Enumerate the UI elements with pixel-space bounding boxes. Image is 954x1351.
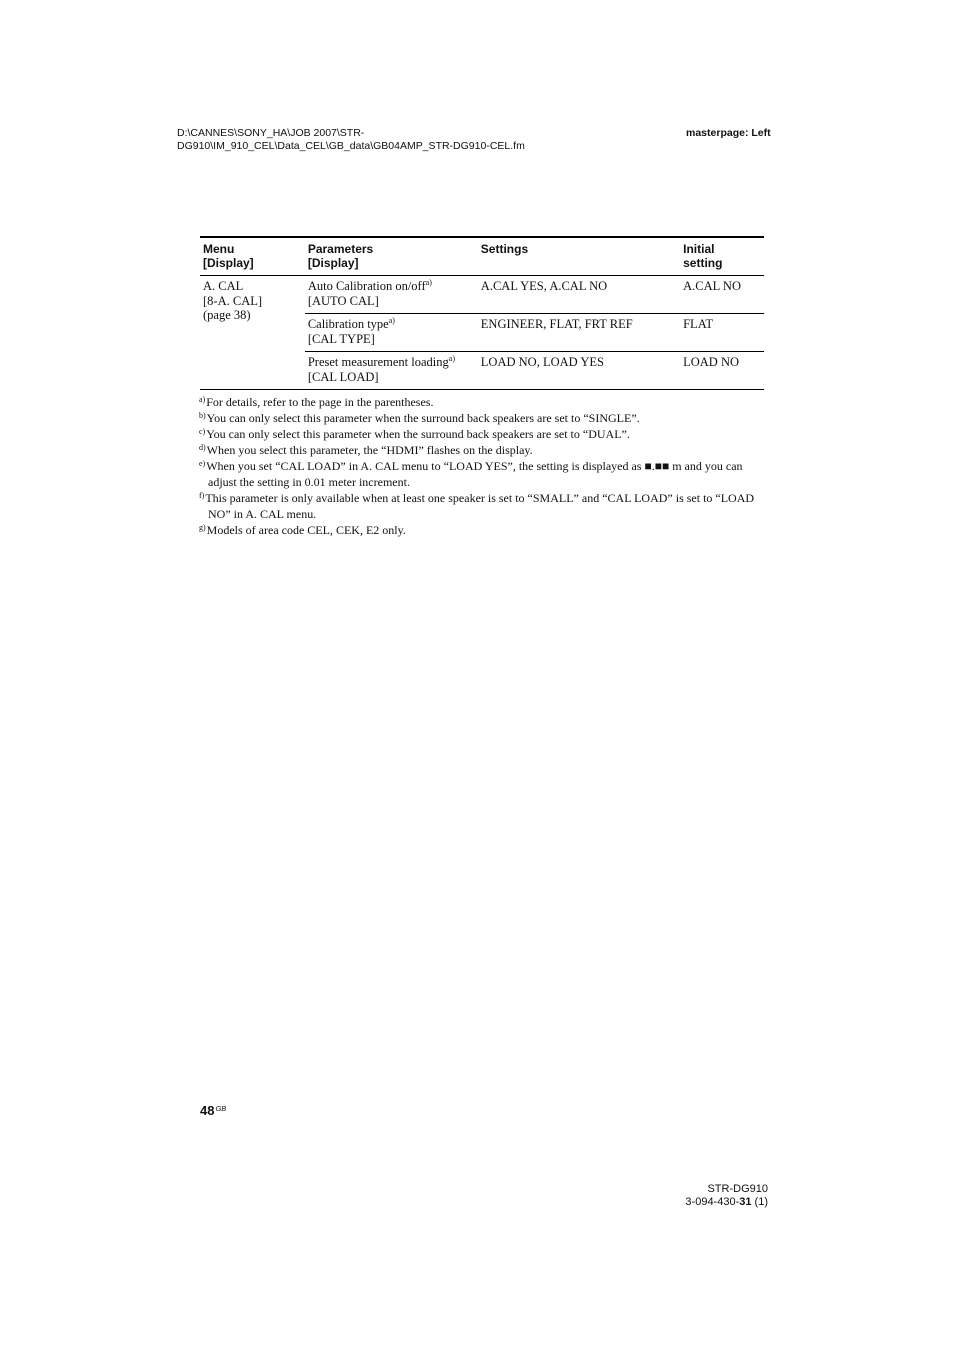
page-number-suffix: GB — [215, 1104, 227, 1113]
initial-setting-cell: A.CAL NO — [683, 279, 741, 293]
part-code-revision: 31 — [739, 1195, 752, 1208]
table-header-row — [200, 237, 764, 276]
parameter-label: Preset measurement loading — [307, 355, 449, 369]
menu-page-ref: (page 38) — [203, 308, 251, 322]
parameter-name — [308, 317, 475, 332]
settings-cell: A.CAL YES, A.CAL NO — [480, 279, 608, 293]
footnote — [199, 458, 765, 490]
header-parameters — [305, 237, 478, 276]
page-number-value: 48 — [200, 1103, 215, 1118]
parameter-cell — [305, 352, 478, 390]
footnote-text: You can only select this parameter when the surround back speakers are set to “SINGLE”. — [206, 411, 640, 425]
header-settings — [478, 237, 680, 276]
parameter-label: Auto Calibration on/off — [307, 279, 426, 293]
part-code — [684, 1196, 768, 1209]
menu-name: A. CAL — [203, 279, 244, 293]
footnote-mark: g) — [199, 523, 206, 532]
model-footer — [684, 1183, 768, 1208]
parameter-cell — [305, 314, 478, 352]
header-menu-line-2: [Display] — [203, 256, 254, 270]
footnote-text: You can only select this parameter when the surround back speakers are set to “DUAL”. — [206, 427, 630, 441]
model-name: STR-DG910 — [707, 1183, 768, 1195]
parameter-display: [CAL LOAD] — [307, 369, 379, 384]
header-menu — [200, 237, 305, 276]
footnote — [199, 394, 765, 410]
menu-display: [8-A. CAL] — [203, 293, 263, 308]
footnote-mark: d) — [199, 443, 206, 452]
initial-setting-cell: FLAT — [683, 317, 713, 331]
header-settings-line-1: Settings — [480, 242, 529, 256]
header-initial-line-2: setting — [683, 256, 723, 270]
file-path-line-1: D:\CANNES\SONY_HA\JOB 2007\STR- — [177, 127, 365, 139]
parameter-name — [308, 279, 475, 294]
footnotes — [199, 394, 765, 538]
footnote-mark: e) — [199, 459, 206, 468]
footnote — [199, 490, 765, 522]
footnote-text: Models of area code CEL, CEK, E2 only. — [206, 523, 406, 537]
footnote — [199, 426, 765, 442]
footnote-mark: a) — [199, 395, 206, 404]
header-parameters-line-2: [Display] — [307, 256, 359, 270]
settings-cell: LOAD NO, LOAD YES — [480, 355, 604, 369]
footnote-text: This parameter is only available when at least one speaker is set to “SMALL” and “CAL LOAD” is set to “LOAD NO” in A. CAL menu. — [205, 491, 755, 521]
parameter-cell — [305, 276, 478, 314]
header-initial-setting — [680, 237, 764, 276]
part-code-prefix: 3-094-430- — [685, 1195, 740, 1208]
settings-cell: ENGINEER, FLAT, FRT REF — [480, 317, 633, 331]
menu-cell-a-cal — [200, 276, 305, 390]
header-parameters-line-1: Parameters — [307, 242, 374, 256]
settings-table — [200, 236, 764, 390]
footnote-mark: b) — [199, 411, 206, 420]
footnote-text: For details, refer to the page in the parentheses. — [206, 395, 434, 409]
parameter-label: Calibration type — [307, 317, 389, 331]
footnote — [199, 522, 765, 538]
footnote-text: When you select this parameter, the “HDMI” flashes on the display. — [206, 443, 533, 457]
file-path-line-2: DG910\IM_910_CEL\Data_CEL\GB_data\GB04AMP_STR-DG910-CEL.fm — [177, 139, 525, 152]
table-row — [200, 276, 764, 314]
page-number — [200, 1103, 226, 1118]
footnote-ref: a) — [448, 354, 455, 363]
footnote — [199, 410, 765, 426]
parameter-name — [308, 355, 475, 370]
part-code-suffix: (1) — [751, 1195, 768, 1208]
file-path-header — [177, 127, 525, 152]
header-initial-line-1: Initial — [683, 242, 715, 256]
footnote-text: When you set “CAL LOAD” in A. CAL menu to “LOAD YES”, the setting is displayed as ■.■■ m and you can adjust the setting in 0.01 meter increment. — [206, 459, 743, 489]
footnote-mark: c) — [199, 427, 206, 436]
masterpage-label: masterpage: Left — [686, 127, 771, 139]
footnote-ref: a) — [388, 316, 395, 325]
parameter-display: [CAL TYPE] — [307, 331, 375, 346]
footnote — [199, 442, 765, 458]
initial-setting-cell: LOAD NO — [683, 355, 740, 369]
parameter-display: [AUTO CAL] — [307, 293, 379, 308]
footnote-ref: a) — [425, 278, 432, 287]
footnote-mark: f) — [199, 491, 205, 500]
header-menu-line-1: Menu — [203, 242, 235, 256]
